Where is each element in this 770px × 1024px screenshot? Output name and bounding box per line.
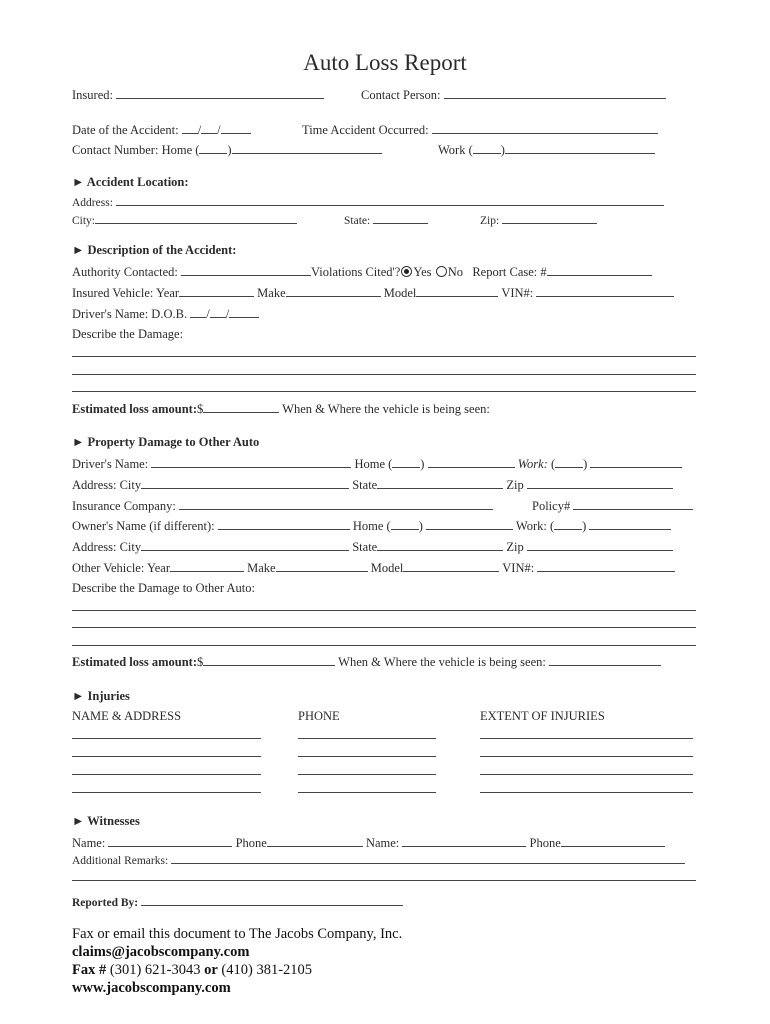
owner-zip-label: Zip	[506, 540, 524, 554]
other-vehicle-year-label: Other Vehicle: Year	[72, 561, 171, 575]
other-home-label: Home	[354, 457, 385, 471]
owner-work-label: Work:	[515, 519, 547, 533]
other-address-field[interactable]	[72, 476, 673, 493]
witness-field[interactable]	[72, 834, 665, 851]
page-title: Auto Loss Report	[303, 50, 467, 75]
injury-phone-line[interactable]	[298, 774, 436, 775]
insured-vehicle-year-label: Insured Vehicle: Year	[72, 286, 180, 300]
contact-home-label: Contact Number: Home	[72, 143, 193, 157]
injury-extent-line[interactable]	[480, 792, 693, 793]
other-damage-line-3[interactable]	[72, 645, 696, 646]
other-model-label: Model	[370, 561, 404, 575]
date-of-accident-field[interactable]: Date of the Accident: / /	[72, 121, 251, 138]
insured-make-label: Make	[257, 286, 286, 300]
insurance-company-label: Insurance Company:	[72, 499, 176, 513]
other-vehicle-field[interactable]	[72, 559, 675, 576]
witness-name-label-2: Name:	[365, 836, 400, 850]
injury-name-line[interactable]	[72, 738, 261, 739]
estimated-loss-other-label: Estimated loss amount:	[72, 655, 198, 669]
no-label: No	[447, 265, 463, 279]
additional-remarks-field[interactable]	[72, 851, 685, 869]
other-zip-label: Zip	[506, 478, 524, 492]
policy-field[interactable]	[532, 497, 693, 514]
time-occurred-label: Time Accident Occurred:	[302, 123, 429, 137]
insured-vehicle-field[interactable]	[72, 284, 674, 301]
contact-work-field[interactable]: Work ( )	[438, 141, 655, 158]
damage-line-2[interactable]	[72, 374, 696, 375]
footer-or: or	[204, 962, 218, 978]
yes-radio[interactable]	[401, 266, 412, 277]
authority-field[interactable]	[72, 263, 652, 280]
location-city-field[interactable]	[72, 211, 297, 229]
footer-fax	[72, 961, 312, 979]
injury-phone-line[interactable]	[298, 792, 436, 793]
footer-email[interactable]: claims@jacobscompany.com	[72, 944, 250, 960]
location-zip-field[interactable]	[480, 211, 597, 229]
location-address-label: Address:	[72, 197, 113, 209]
section-property-damage: ► Property Damage to Other Auto	[72, 435, 260, 449]
location-zip-label: Zip:	[480, 215, 500, 227]
other-make-label: Make	[247, 561, 276, 575]
estimated-loss-other-field[interactable]	[72, 653, 661, 670]
estimated-loss-field[interactable]	[72, 400, 490, 417]
owner-field[interactable]: Owner's Name (if different): Home ( ) Work: ( )	[72, 517, 671, 534]
violations-label: Violations Cited'?	[311, 265, 401, 279]
yes-label: Yes	[413, 265, 432, 279]
owner-label: Owner's Name (if different):	[72, 519, 215, 533]
contact-home-field[interactable]: Contact Number: Home ( )	[72, 141, 382, 158]
additional-remarks-label: Additional Remarks:	[72, 855, 169, 867]
injury-name-line[interactable]	[72, 774, 261, 775]
owner-state-label: State	[352, 540, 378, 554]
insured-label: Insured:	[72, 88, 113, 102]
footer-fax-2: (410) 381-2105	[221, 962, 313, 978]
footer-fax-1: (301) 621-3043	[109, 962, 201, 978]
col-phone: PHONE	[298, 709, 340, 723]
when-where-label: When & Where the vehicle is being seen:	[282, 402, 490, 416]
injury-phone-line[interactable]	[298, 756, 436, 757]
injury-name-line[interactable]	[72, 792, 261, 793]
other-address-label: Address: City	[72, 478, 142, 492]
injury-extent-line[interactable]	[480, 756, 693, 757]
insurance-company-field[interactable]	[72, 497, 493, 514]
contact-person-label: Contact Person:	[361, 88, 441, 102]
reported-by-field[interactable]	[72, 893, 403, 911]
insured-vin-label: VIN#:	[501, 286, 534, 300]
witness-phone-label: Phone	[235, 836, 267, 850]
other-driver-field[interactable]: Driver's Name: Home ( ) Work: ( )	[72, 455, 682, 472]
location-city-label: City:	[72, 215, 96, 227]
owner-address-label: Address: City	[72, 540, 142, 554]
when-where-other-label: When & Where the vehicle is being seen:	[338, 655, 546, 669]
col-name-address: NAME & ADDRESS	[72, 709, 182, 723]
dollar-sign: $	[197, 402, 204, 416]
describe-damage-label: Describe the Damage:	[72, 327, 184, 341]
footer-website[interactable]: www.jacobscompany.com	[72, 980, 231, 996]
footer-instructions: Fax or email this document to The Jacobs Company, Inc.	[72, 926, 403, 942]
witness-phone-label-2: Phone	[529, 836, 561, 850]
other-damage-line-2[interactable]	[72, 627, 696, 628]
location-address-field[interactable]	[72, 193, 664, 211]
section-description: ► Description of the Accident:	[72, 243, 237, 257]
other-driver-label: Driver's Name:	[72, 457, 149, 471]
owner-home-label: Home	[352, 519, 384, 533]
injury-phone-line[interactable]	[298, 738, 436, 739]
injury-extent-line[interactable]	[480, 774, 693, 775]
time-occurred-field[interactable]	[302, 121, 658, 138]
owner-address-field[interactable]	[72, 538, 673, 555]
injury-name-line[interactable]	[72, 756, 261, 757]
contact-person-field[interactable]	[361, 86, 666, 103]
estimated-loss-label: Estimated loss amount:	[72, 402, 198, 416]
reported-by-label: Reported By:	[72, 897, 139, 909]
other-work-label: Work:	[517, 457, 548, 471]
section-accident-location: ► Accident Location:	[72, 175, 189, 189]
location-state-field[interactable]	[344, 211, 428, 229]
section-injuries: ► Injuries	[72, 689, 130, 703]
injury-extent-line[interactable]	[480, 738, 693, 739]
date-of-accident-label: Date of the Accident:	[72, 123, 179, 137]
other-damage-line-1[interactable]	[72, 610, 696, 611]
authority-label: Authority Contacted:	[72, 265, 178, 279]
damage-line-3[interactable]	[72, 391, 696, 392]
contact-work-label: Work	[438, 143, 466, 157]
footer-fax-label: Fax #	[72, 962, 107, 978]
dollar-sign-other: $	[197, 655, 204, 669]
col-extent: EXTENT OF INJURIES	[480, 709, 605, 723]
damage-line-1[interactable]	[72, 356, 696, 357]
section-witnesses: ► Witnesses	[72, 814, 140, 828]
no-radio[interactable]	[436, 266, 447, 277]
report-case-label: Report Case: #	[472, 265, 547, 279]
policy-label: Policy#	[532, 499, 571, 513]
driver-dob-field[interactable]: Driver's Name: D.O.B. / /	[72, 305, 259, 322]
other-vin-label: VIN#:	[502, 561, 535, 575]
insured-model-label: Model	[383, 286, 417, 300]
insured-field[interactable]	[72, 86, 324, 103]
location-state-label: State:	[344, 215, 371, 227]
witness-name-label: Name:	[72, 836, 106, 850]
other-state-label: State	[352, 478, 378, 492]
describe-damage-other-label: Describe the Damage to Other Auto:	[72, 581, 255, 595]
remarks-line-2[interactable]	[72, 880, 696, 881]
driver-dob-label: Driver's Name: D.O.B.	[72, 307, 188, 321]
